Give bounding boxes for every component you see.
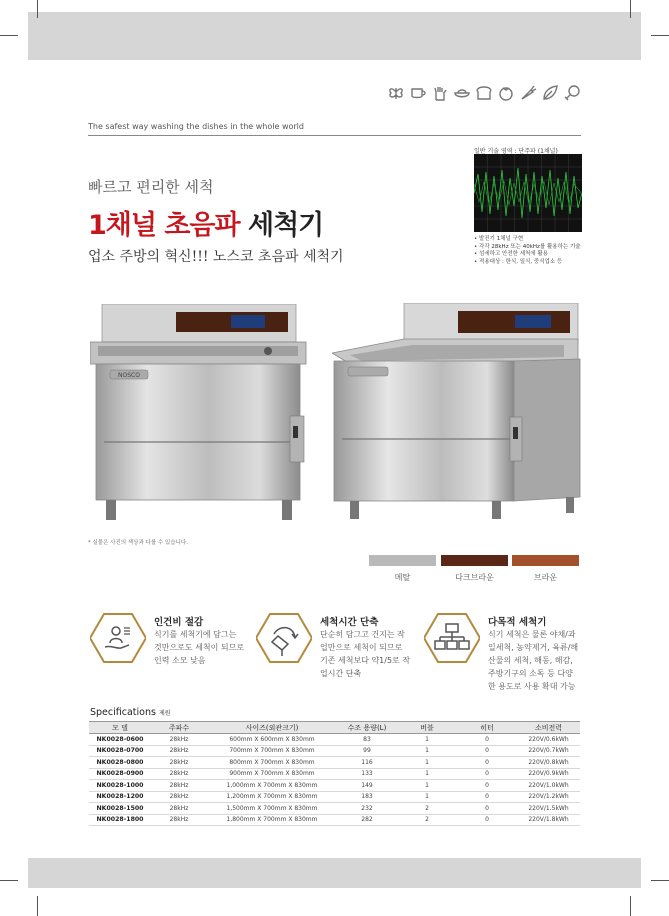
title-red-part: 1채널 초음파 <box>88 210 240 241</box>
table-cell: 1,500mm X 700mm X 830mm <box>207 803 337 815</box>
feature-text: 단순히 담그고 건지는 작업만으로 세척이 되므로 기존 세척보다 약1/5로 작업시간 단축 <box>320 630 411 678</box>
color-swatch-dark-brown <box>441 555 508 566</box>
table-cell: 0 <box>457 780 517 792</box>
feature-title: 다목적 세척기 <box>488 617 547 628</box>
title-black-part: 세척기 <box>239 210 324 241</box>
hand-person-icon <box>90 612 146 664</box>
table-cell: 28kHz <box>151 757 207 769</box>
crop-mark <box>0 880 18 881</box>
table-cell: 2 <box>397 803 457 815</box>
table-cell: 2 <box>397 814 457 826</box>
table-cell: 220V/0.8kWh <box>517 757 580 769</box>
table-cell: 28kHz <box>151 734 207 746</box>
leaf-icon <box>541 84 559 102</box>
table-cell: 1 <box>397 745 457 757</box>
feature-title: 세척시간 단축 <box>320 617 379 628</box>
table-row <box>89 768 580 780</box>
spec-table-body <box>89 734 580 826</box>
color-swatch-metal <box>369 555 436 566</box>
table-cell: 0 <box>457 745 517 757</box>
waveform-note: • 발진기 1채널 구현 <box>474 236 581 244</box>
table-cell: NK0028-0600 <box>89 734 151 746</box>
color-label: 다크브라운 <box>455 573 494 582</box>
table-cell: 220V/0.7kWh <box>517 745 580 757</box>
table-cell: 0 <box>457 791 517 803</box>
table-cell: 0 <box>457 803 517 815</box>
machine-large-image <box>332 303 584 521</box>
table-row <box>89 757 580 769</box>
table-cell: NK0028-1500 <box>89 803 151 815</box>
column-header: 사이즈(외관크기) <box>207 722 337 734</box>
table-cell: 1,000mm X 700mm X 830mm <box>207 780 337 792</box>
table-row <box>89 791 580 803</box>
table-cell: 220V/1.5kWh <box>517 803 580 815</box>
waveform-caption: 일반 기술 영역 : 단주파 (1채널) <box>474 148 558 155</box>
waveform-note: • 섬세하고 안전한 세척에 활용 <box>474 251 581 259</box>
clock-dish-icon <box>256 612 312 664</box>
table-cell: 28kHz <box>151 814 207 826</box>
tagline: The safest way washing the dishes in the whole world <box>88 122 304 131</box>
table-row <box>89 734 580 746</box>
top-band <box>28 12 641 60</box>
table-cell: 28kHz <box>151 791 207 803</box>
crop-mark <box>37 896 38 916</box>
waveform-note: • 각각 28kHz 또는 40kHz를 활용하는 기술 <box>474 244 581 252</box>
machine-brand-label: NOSCO <box>118 372 140 379</box>
feature-text: 식기를 세척기에 담그는 것만으로도 세척이 되므로 인력 소모 낮음 <box>154 630 245 665</box>
table-cell: 1 <box>397 780 457 792</box>
table-cell: 700mm X 700mm X 830mm <box>207 745 337 757</box>
crop-mark <box>630 896 631 916</box>
color-swatch-brown <box>512 555 579 566</box>
color-label: 메탈 <box>394 573 411 582</box>
table-cell: 800mm X 700mm X 830mm <box>207 757 337 769</box>
table-cell: 0 <box>457 814 517 826</box>
table-cell: 900mm X 700mm X 830mm <box>207 768 337 780</box>
tomato-icon <box>497 84 515 102</box>
table-cell: 1 <box>397 768 457 780</box>
cup-icon <box>409 84 427 102</box>
column-header: 수조 용량(L) <box>337 722 397 734</box>
table-cell: 1,200mm X 700mm X 830mm <box>207 791 337 803</box>
table-cell: NK0028-1200 <box>89 791 151 803</box>
machine-small-image <box>90 304 312 522</box>
table-cell: NK0028-1000 <box>89 780 151 792</box>
glove-icon <box>431 84 449 102</box>
crop-mark <box>0 35 18 36</box>
table-row <box>89 780 580 792</box>
spec-table <box>89 721 580 826</box>
crop-mark <box>651 880 669 881</box>
table-cell: 149 <box>337 780 397 792</box>
table-cell: 28kHz <box>151 745 207 757</box>
hero-subtitle: 빠르고 편리한 세척 <box>88 178 214 196</box>
table-cell: 220V/0.9kWh <box>517 768 580 780</box>
page-title <box>88 203 323 242</box>
table-cell: 28kHz <box>151 768 207 780</box>
table-cell: 1 <box>397 791 457 803</box>
crop-mark <box>37 0 38 18</box>
feature-text: 식기 세척은 물론 야채/과일세척, 농약제거, 육류/해산물의 세척, 해동, 해감, 주방기구의 소독 등 다양한 용도로 사용 확대 가능 <box>488 630 579 691</box>
table-row <box>89 745 580 757</box>
table-cell: 0 <box>457 768 517 780</box>
hero-slogan: 업소 주방의 혁신!!! 노스코 초음파 세척기 <box>88 249 344 265</box>
crop-mark <box>651 35 669 36</box>
table-cell: 1,800mm X 700mm X 830mm <box>207 814 337 826</box>
crop-mark <box>630 0 631 18</box>
table-cell: 220V/1.0kWh <box>517 780 580 792</box>
column-header: 버블 <box>397 722 457 734</box>
table-cell: NK0028-0700 <box>89 745 151 757</box>
waveform-note: • 적용대상 : 한식, 일식, 중식업소 등 <box>474 259 581 267</box>
table-cell: 0 <box>457 734 517 746</box>
butterfly-icon <box>387 84 405 102</box>
table-cell: 600mm X 600mm X 830mm <box>207 734 337 746</box>
column-header: 모 델 <box>89 722 151 734</box>
column-header: 주파수 <box>151 722 207 734</box>
table-row <box>89 803 580 815</box>
disclaimer: * 실물은 사진의 색상과 다를 수 있습니다. <box>88 540 188 546</box>
table-cell: 99 <box>337 745 397 757</box>
column-header: 소비전력 <box>517 722 580 734</box>
rice-icon <box>453 84 471 102</box>
table-cell: 220V/1.2kWh <box>517 791 580 803</box>
table-row <box>89 814 580 826</box>
carrot-icon <box>519 84 537 102</box>
table-cell: NK0028-1800 <box>89 814 151 826</box>
table-cell: NK0028-0800 <box>89 757 151 769</box>
table-cell: 28kHz <box>151 780 207 792</box>
specs-title-suffix: 제원 <box>158 710 171 717</box>
table-cell: 83 <box>337 734 397 746</box>
table-cell: 220V/1.8kWh <box>517 814 580 826</box>
specs-heading <box>90 707 171 718</box>
table-cell: 232 <box>337 803 397 815</box>
table-cell: 1 <box>397 757 457 769</box>
table-cell: 1 <box>397 734 457 746</box>
specs-title: Specifications <box>90 707 156 718</box>
feature-title: 인건비 절감 <box>154 617 204 628</box>
column-header: 히터 <box>457 722 517 734</box>
org-chart-icon <box>424 612 480 664</box>
bread-icon <box>475 84 493 102</box>
food-icon-row <box>387 84 581 102</box>
table-cell: 220V/0.6kWh <box>517 734 580 746</box>
waveform-graph <box>474 154 582 232</box>
table-cell: 28kHz <box>151 803 207 815</box>
color-label: 브라운 <box>533 573 558 582</box>
table-cell: NK0028-0900 <box>89 768 151 780</box>
bottom-band <box>28 858 641 888</box>
table-cell: 282 <box>337 814 397 826</box>
table-cell: 116 <box>337 757 397 769</box>
table-cell: 0 <box>457 757 517 769</box>
divider <box>88 135 581 136</box>
drumstick-icon <box>563 84 581 102</box>
waveform-notes <box>474 236 581 266</box>
table-cell: 183 <box>337 791 397 803</box>
table-header-row <box>89 722 580 734</box>
table-cell: 133 <box>337 768 397 780</box>
